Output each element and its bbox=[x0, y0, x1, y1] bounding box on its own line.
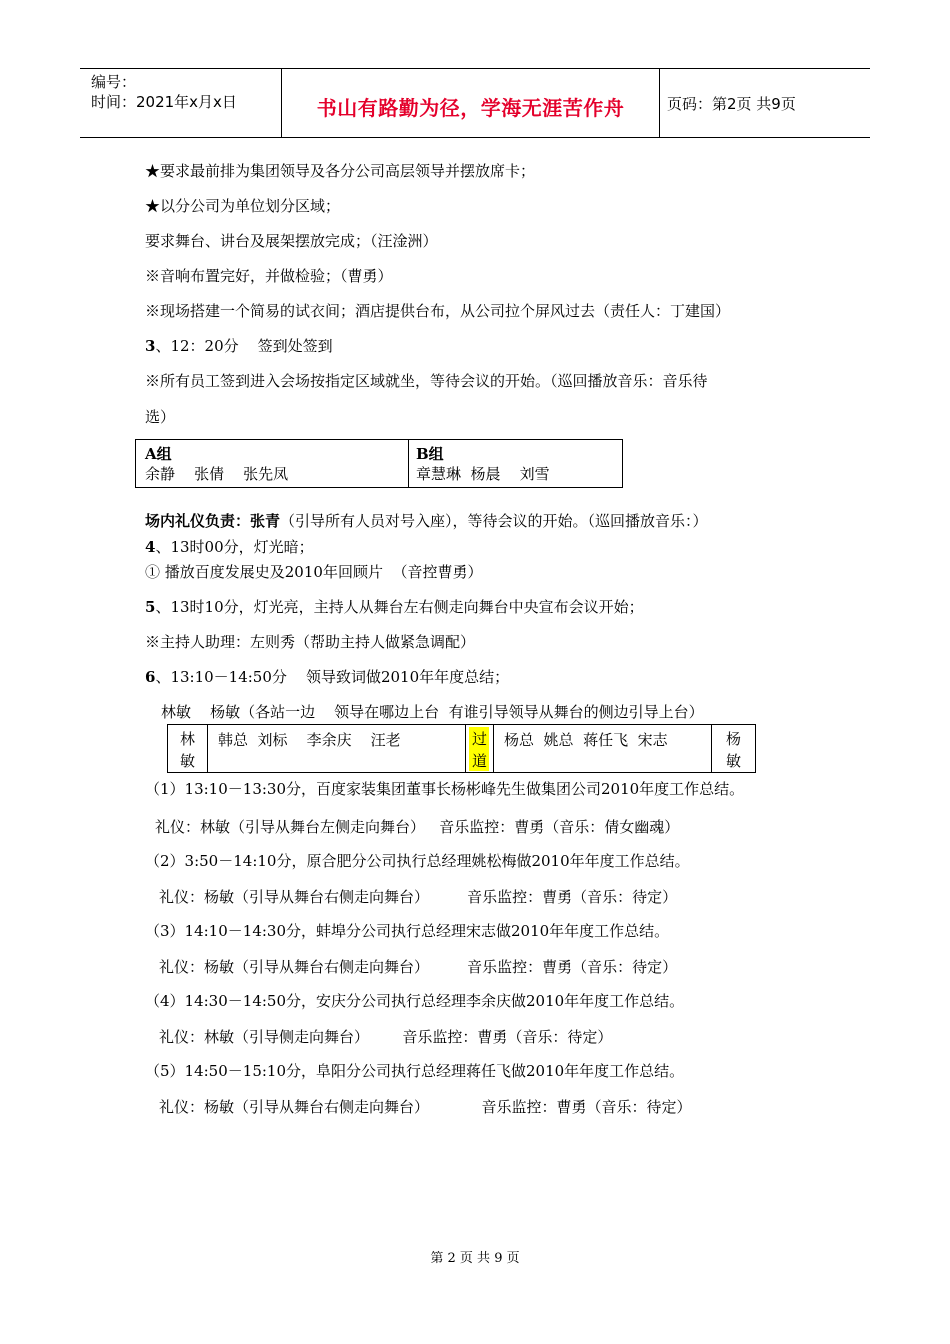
text-line: ※所有员工签到进入会场按指定区域就坐，等待会议的开始。（巡回播放音乐：音乐待 bbox=[145, 372, 708, 390]
section-number: 5 bbox=[145, 598, 156, 616]
text-line: 礼仪：林敏（引导侧走向舞台） 音乐监控：曹勇（音乐：待定） bbox=[159, 1028, 613, 1046]
text-line: （2）3:50－14:10分，原合肥分公司执行总经理姚松梅做2010年年度工作总结。 bbox=[145, 852, 690, 870]
page-footer: 第 2 页 共 9 页 bbox=[430, 1251, 520, 1266]
text-line: （3）14:10－14:30分，蚌埠分公司执行总经理宋志做2010年年度工作总结。 bbox=[145, 922, 670, 940]
seat-cell-left-seats bbox=[208, 725, 466, 772]
text-line: ★以分公司为单位划分区域； bbox=[145, 197, 341, 215]
text-line: ※音响布置完好，并做检验；（曹勇） bbox=[145, 267, 393, 285]
group-b-cell bbox=[409, 440, 622, 487]
usher-line bbox=[145, 511, 708, 531]
seat-cell-aisle bbox=[466, 725, 494, 772]
section-heading-5 bbox=[145, 597, 644, 617]
group-a-cell bbox=[136, 440, 409, 487]
text-line: 选） bbox=[145, 408, 176, 426]
text-line: 礼仪：林敏（引导从舞台左侧走向舞台） 音乐监控：曹勇（音乐：倩女幽魂） bbox=[155, 818, 680, 836]
seat-cell-right-usher bbox=[712, 725, 755, 772]
text-line: ★要求最前排为集团领导及各分公司高层领导并摆放席卡； bbox=[145, 162, 536, 180]
section-number: 6 bbox=[145, 668, 156, 686]
section-text: 、13:10－14:50分 领导致词做2010年年度总结； bbox=[155, 668, 510, 686]
text-line: 要求舞台、讲台及展架摆放完成；（汪淦洲） bbox=[145, 232, 438, 250]
seating-table bbox=[167, 724, 756, 773]
header-motto-cell bbox=[281, 69, 660, 137]
usher-text: （引导所有人员对号入座），等待会议的开始。（巡回播放音乐：） bbox=[280, 512, 708, 530]
usher-label: 场内礼仪负责：张青 bbox=[145, 512, 281, 530]
document-number-label: 编号： bbox=[91, 73, 137, 91]
header-page-cell bbox=[659, 69, 870, 137]
section-text: 、13时00分，灯光暗； bbox=[155, 538, 314, 556]
group-b-members: 章慧琳 杨晨 刘雪 bbox=[416, 465, 550, 483]
section-heading-3 bbox=[145, 336, 333, 356]
text-line: 礼仪：杨敏（引导从舞台右侧走向舞台） 音乐监控：曹勇（音乐：待定） bbox=[159, 1098, 692, 1116]
seat-cell-right-seats bbox=[494, 725, 712, 772]
text-line: （5）14:50－15:10分，阜阳分公司执行总经理蒋任飞做2010年年度工作总结。 bbox=[145, 1062, 685, 1080]
section-number: 3 bbox=[145, 337, 156, 355]
group-a-title: A组 bbox=[145, 445, 172, 463]
section-heading-4 bbox=[145, 537, 314, 557]
document-date-label: 时间：2021年x月x日 bbox=[91, 93, 237, 111]
document-header bbox=[80, 68, 870, 138]
aisle-label: 过 道 bbox=[471, 730, 487, 770]
right-usher-name: 杨 敏 bbox=[725, 730, 741, 770]
section-text: 、13时10分，灯光亮，主持人从舞台左右侧走向舞台中央宣布会议开始； bbox=[155, 598, 644, 616]
text-line: （1）13:10－13:30分，百度家装集团董事长杨彬峰先生做集团公司2010年度工作总结。 bbox=[145, 780, 745, 798]
section-number: 4 bbox=[145, 538, 156, 556]
group-table bbox=[135, 439, 623, 488]
seat-cell-left-usher bbox=[168, 725, 208, 772]
section-text: 、12：20分 签到处签到 bbox=[155, 337, 333, 355]
right-seats-names: 杨总 姚总 蒋任飞 宋志 bbox=[504, 731, 668, 749]
text-line: ※现场搭建一个简易的试衣间；酒店提供台布，从公司拉个屏风过去（责任人：丁建国） bbox=[145, 302, 731, 320]
header-left-cell bbox=[80, 69, 281, 137]
text-line: ① 播放百度发展史及2010年回顾片 （音控曹勇） bbox=[145, 563, 483, 581]
text-line: 礼仪：杨敏（引导从舞台右侧走向舞台） 音乐监控：曹勇（音乐：待定） bbox=[159, 888, 678, 906]
text-line: 林敏 杨敏（各站一边 领导在哪边上台 有谁引导领导从舞台的侧边引导上台） bbox=[161, 703, 704, 721]
group-a-members: 余静 张倩 张先凤 bbox=[145, 465, 289, 483]
text-line: ※主持人助理：左则秀（帮助主持人做紧急调配） bbox=[145, 633, 476, 651]
left-usher-name: 林 敏 bbox=[179, 730, 195, 770]
header-page-number: 页码：第2页 共9页 bbox=[667, 95, 796, 113]
text-line: 礼仪：杨敏（引导从舞台右侧走向舞台） 音乐监控：曹勇（音乐：待定） bbox=[159, 958, 678, 976]
section-heading-6 bbox=[145, 667, 509, 687]
text-line: （4）14:30－14:50分，安庆分公司执行总经理李余庆做2010年年度工作总结。 bbox=[145, 992, 685, 1010]
group-b-title: B组 bbox=[416, 445, 444, 463]
left-seats-names: 韩总 刘标 李余庆 汪老 bbox=[218, 731, 401, 749]
header-motto: 书山有路勤为径，学海无涯苦作舟 bbox=[316, 96, 625, 120]
